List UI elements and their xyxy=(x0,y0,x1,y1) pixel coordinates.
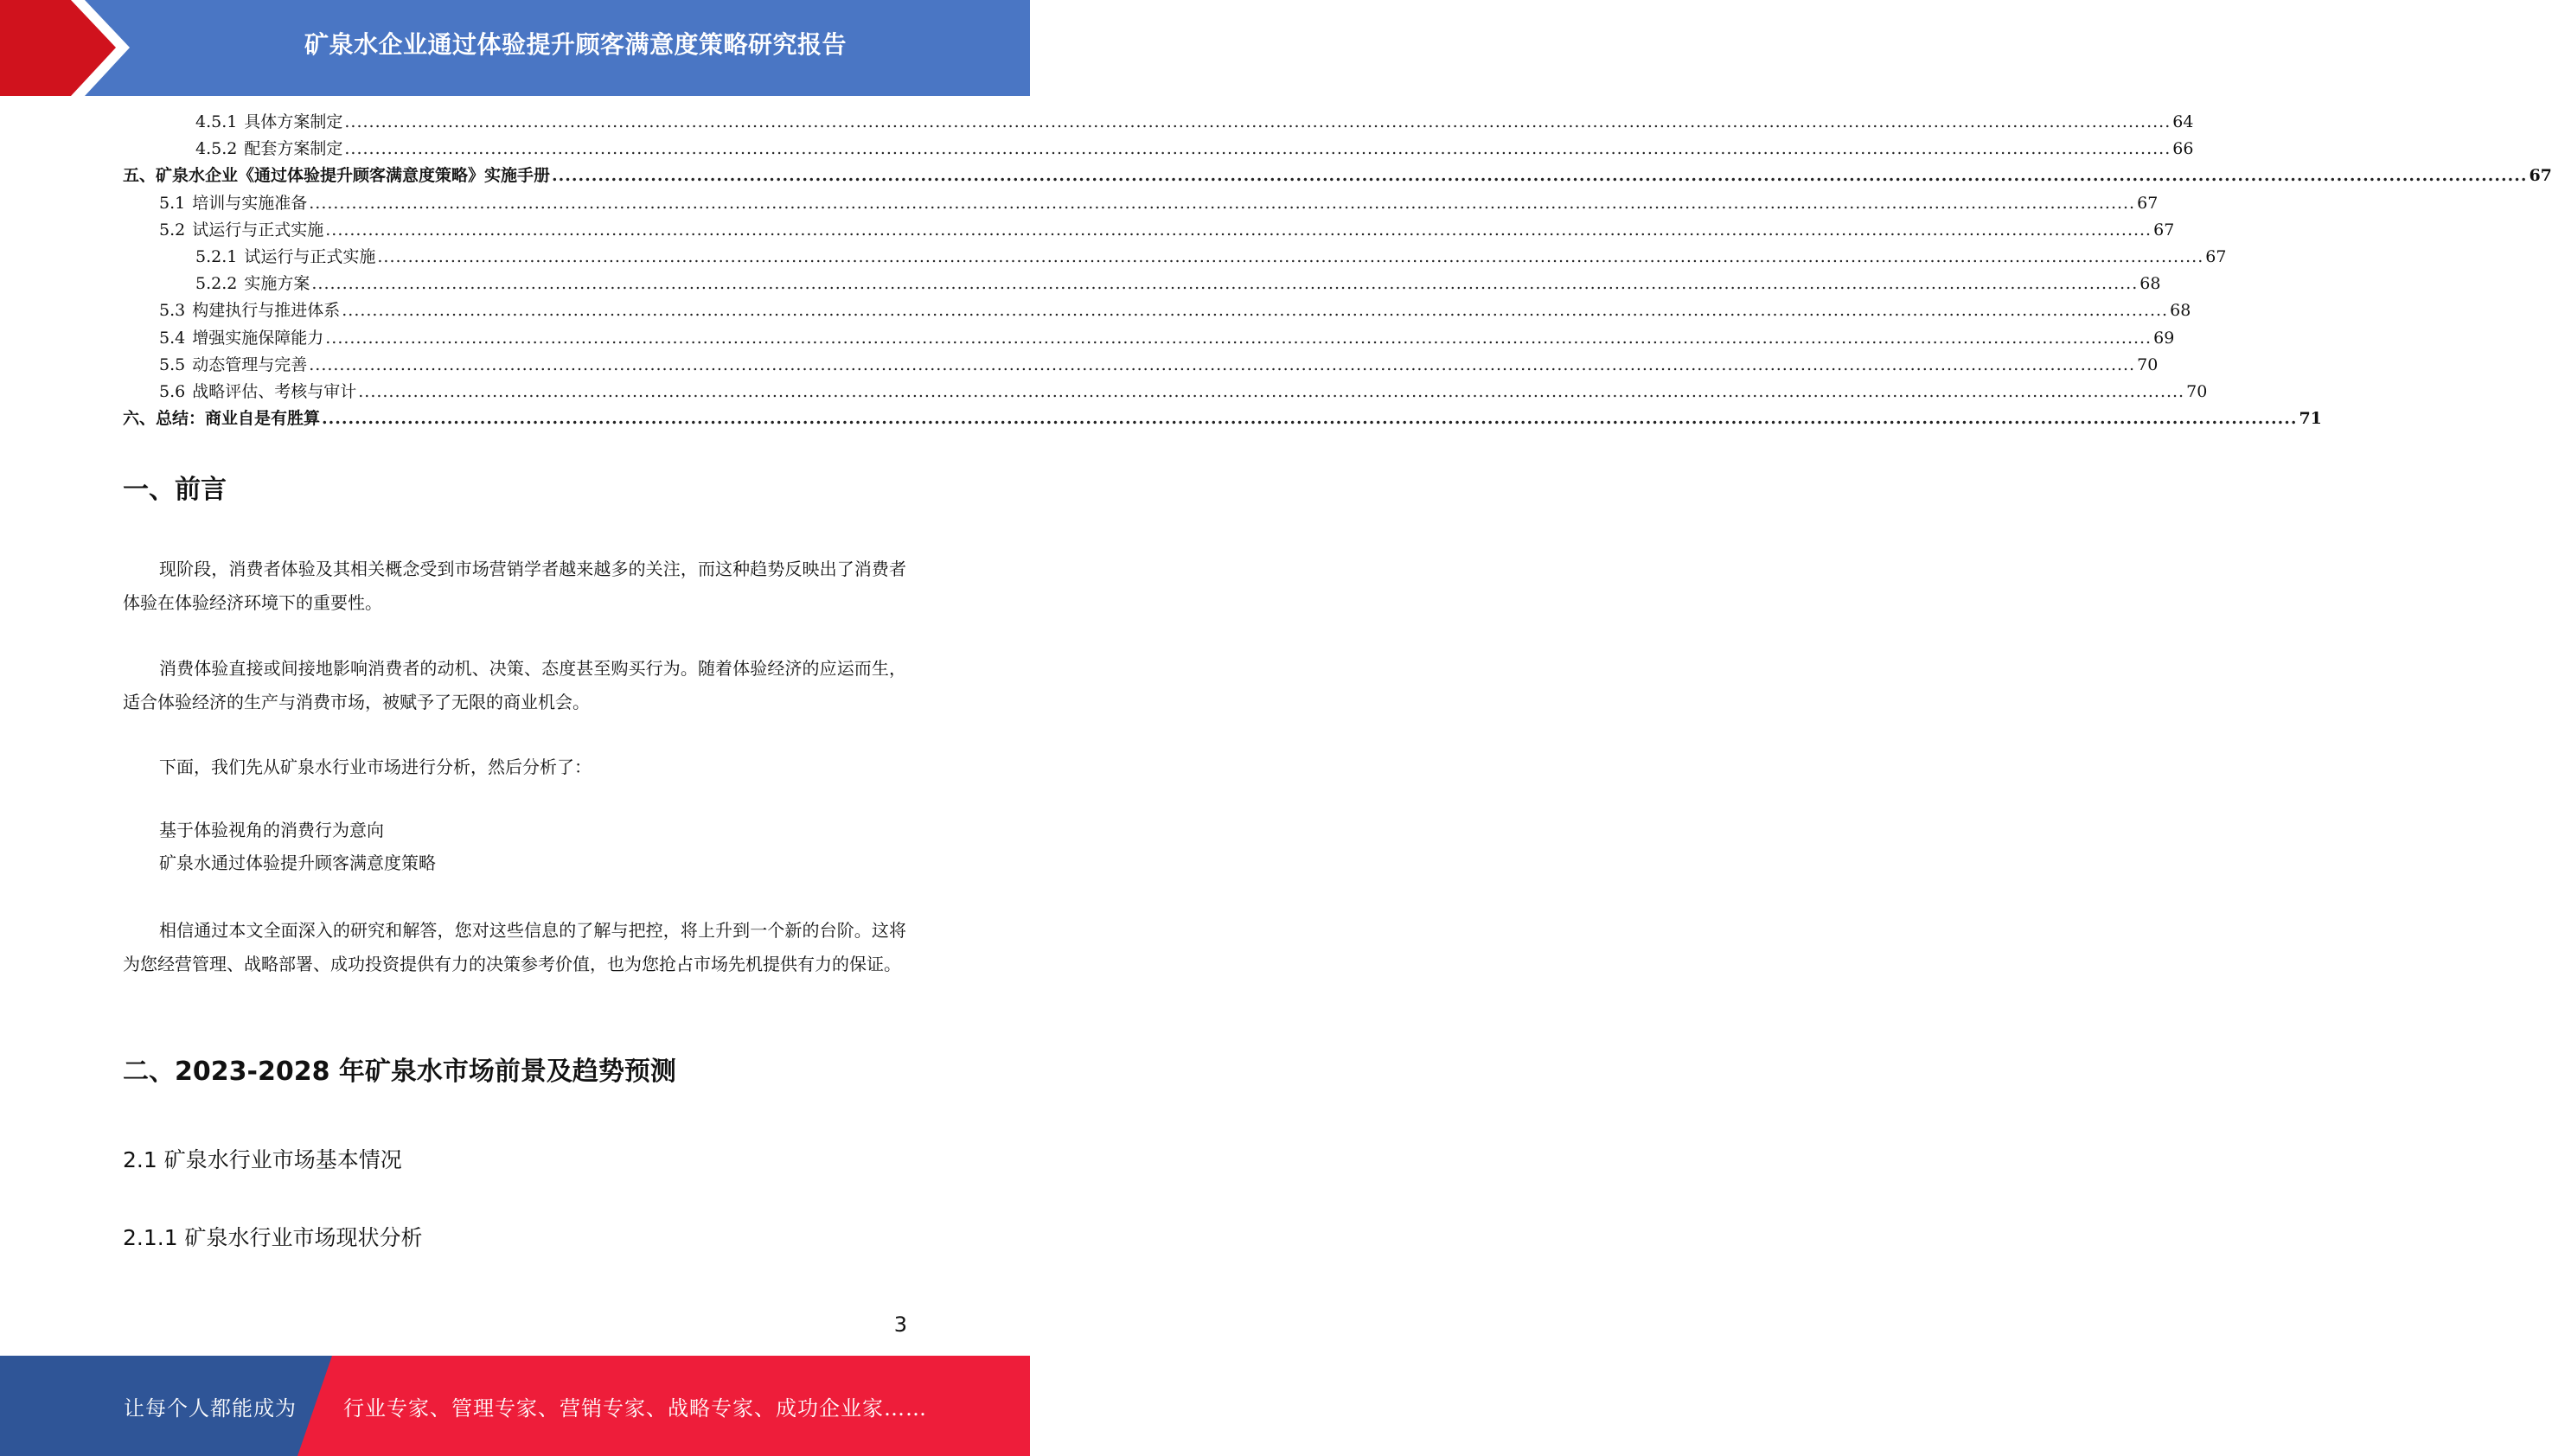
toc-entry[interactable] xyxy=(123,190,2159,217)
toc-entry-page: 71 xyxy=(2299,409,2322,429)
toc-entry-label: 试运行与正式实施 xyxy=(244,246,376,266)
toc-entry-number: 5.4 xyxy=(159,328,186,348)
toc-entry-page: 70 xyxy=(2186,381,2208,401)
toc-entry-page: 67 xyxy=(2153,220,2175,239)
header-banner xyxy=(0,0,1030,96)
toc-entry-label: 五、矿泉水企业《通过体验提升顾客满意度策略》实施手册 xyxy=(123,166,551,186)
toc-entry[interactable] xyxy=(123,406,2322,432)
toc-leader-dots: ............................................................................................................................................................................................................................................................................................................ xyxy=(311,274,2139,294)
toc-entry[interactable] xyxy=(123,271,2161,297)
toc-leader-dots: ............................................................................................................................................................................................................................................................................................................ xyxy=(342,301,2169,321)
toc-leader-dots: ............................................................................................................................................................................................................................................................................................................ xyxy=(344,112,2171,131)
toc-entry-label: 具体方案制定 xyxy=(244,112,343,131)
preface-paragraph-1: 现阶段，消费者体验及其相关概念受到市场营销学者越来越多的关注，而这种趋势反映出了消费者体验在体验经济环境下的重要性。 xyxy=(123,559,906,613)
toc-entry-number: 5.1 xyxy=(159,193,186,213)
toc-entry-number: 5.2.2 xyxy=(195,274,238,294)
toc-entry-label: 战略评估、考核与审计 xyxy=(192,381,357,401)
toc-leader-dots: ............................................................................................................................................................................................................................................................................................................ xyxy=(344,139,2171,159)
toc-entry-label: 试运行与正式实施 xyxy=(192,220,324,239)
subsection-heading-2-1: 2.1 矿泉水行业市场基本情况 xyxy=(123,1147,402,1172)
section-heading-chapter-2: 二、2023-2028 年矿泉水市场前景及趋势预测 xyxy=(123,1057,676,1087)
toc-entry-page: 64 xyxy=(2172,112,2194,131)
report-title: 矿泉水企业通过体验提升顾客满意度策略研究报告 xyxy=(304,30,847,59)
toc-entry-page: 67 xyxy=(2137,193,2159,213)
toc-entry[interactable] xyxy=(123,136,2194,163)
toc-leader-dots: ............................................................................................................................................................................................................................................................................................................ xyxy=(322,409,2298,429)
toc-entry-label: 培训与实施准备 xyxy=(192,193,308,213)
toc-entry[interactable] xyxy=(123,379,2208,406)
toc-entry-page: 66 xyxy=(2172,139,2194,159)
toc-entry-number: 5.6 xyxy=(159,381,186,401)
toc-entry-label: 构建执行与推进体系 xyxy=(192,301,341,321)
table-of-contents xyxy=(123,109,2552,432)
toc-entry[interactable] xyxy=(123,109,2194,136)
toc-leader-dots: ............................................................................................................................................................................................................................................................................................................ xyxy=(358,381,2185,401)
page-number: 3 xyxy=(893,1312,907,1337)
toc-entry-number: 5.5 xyxy=(159,354,186,374)
preface-paragraph-4: 相信通过本文全面深入的研究和解答，您对这些信息的了解与把控，将上升到一个新的台阶。这将为您经营管理、战略部署、成功投资提供有力的决策参考价值，也为您抢占市场先机提供有力的保证。 xyxy=(123,920,906,974)
toc-entry-label: 增强实施保障能力 xyxy=(192,328,324,348)
toc-leader-dots: ............................................................................................................................................................................................................................................................................................................ xyxy=(325,220,2152,239)
toc-entry[interactable] xyxy=(123,297,2191,324)
section-heading-preface: 一、前言 xyxy=(123,475,227,505)
toc-entry-number: 4.5.2 xyxy=(195,139,238,159)
toc-entry-page: 68 xyxy=(2139,274,2161,294)
toc-entry-label: 实施方案 xyxy=(244,274,310,294)
toc-entry-page: 67 xyxy=(2529,166,2552,186)
toc-leader-dots: ............................................................................................................................................................................................................................................................................................................ xyxy=(325,328,2152,348)
subsection-heading-2-1-1: 2.1.1 矿泉水行业市场现状分析 xyxy=(123,1225,423,1250)
toc-entry-label: 配套方案制定 xyxy=(244,139,343,159)
toc-entry-label: 六、总结：商业自是有胜算 xyxy=(123,409,321,429)
toc-entry-number: 5.3 xyxy=(159,301,186,321)
toc-leader-dots: ............................................................................................................................................................................................................................................................................................................ xyxy=(552,166,2528,186)
footer-slogan-right: 行业专家、管理专家、营销专家、战略专家、成功企业家…… xyxy=(343,1395,927,1421)
footer-banner xyxy=(0,1356,1030,1456)
toc-leader-dots: ............................................................................................................................................................................................................................................................................................................ xyxy=(309,354,2136,374)
toc-entry-number: 5.2 xyxy=(159,220,186,239)
toc-entry-page: 70 xyxy=(2137,354,2159,374)
toc-entry-number: 4.5.1 xyxy=(195,112,238,131)
toc-entry-number: 5.2.1 xyxy=(195,246,238,266)
toc-entry-page: 68 xyxy=(2170,301,2191,321)
toc-leader-dots: ............................................................................................................................................................................................................................................................................................................ xyxy=(309,193,2136,213)
toc-entry-label: 动态管理与完善 xyxy=(192,354,308,374)
toc-entry[interactable] xyxy=(123,244,2227,271)
preface-paragraph-2: 消费体验直接或间接地影响消费者的动机、决策、态度甚至购买行为。随着体验经济的应运而生，适合体验经济的生产与消费市场，被赋予了无限的商业机会。 xyxy=(123,658,906,712)
toc-leader-dots: ............................................................................................................................................................................................................................................................................................................ xyxy=(377,246,2204,266)
toc-entry[interactable] xyxy=(123,217,2175,244)
toc-entry-page: 67 xyxy=(2205,246,2227,266)
preface-paragraph-3: 下面，我们先从矿泉水行业市场进行分析，然后分析了： xyxy=(159,757,592,777)
preface-list-item-1: 基于体验视角的消费行为意向 xyxy=(159,820,384,840)
toc-entry[interactable] xyxy=(123,325,2175,352)
preface-list-item-2: 矿泉水通过体验提升顾客满意度策略 xyxy=(159,853,436,873)
toc-entry[interactable] xyxy=(123,163,2552,189)
toc-entry-page: 69 xyxy=(2153,328,2175,348)
footer-slogan-left: 让每个人都能成为 xyxy=(124,1395,297,1421)
toc-entry[interactable] xyxy=(123,352,2159,379)
